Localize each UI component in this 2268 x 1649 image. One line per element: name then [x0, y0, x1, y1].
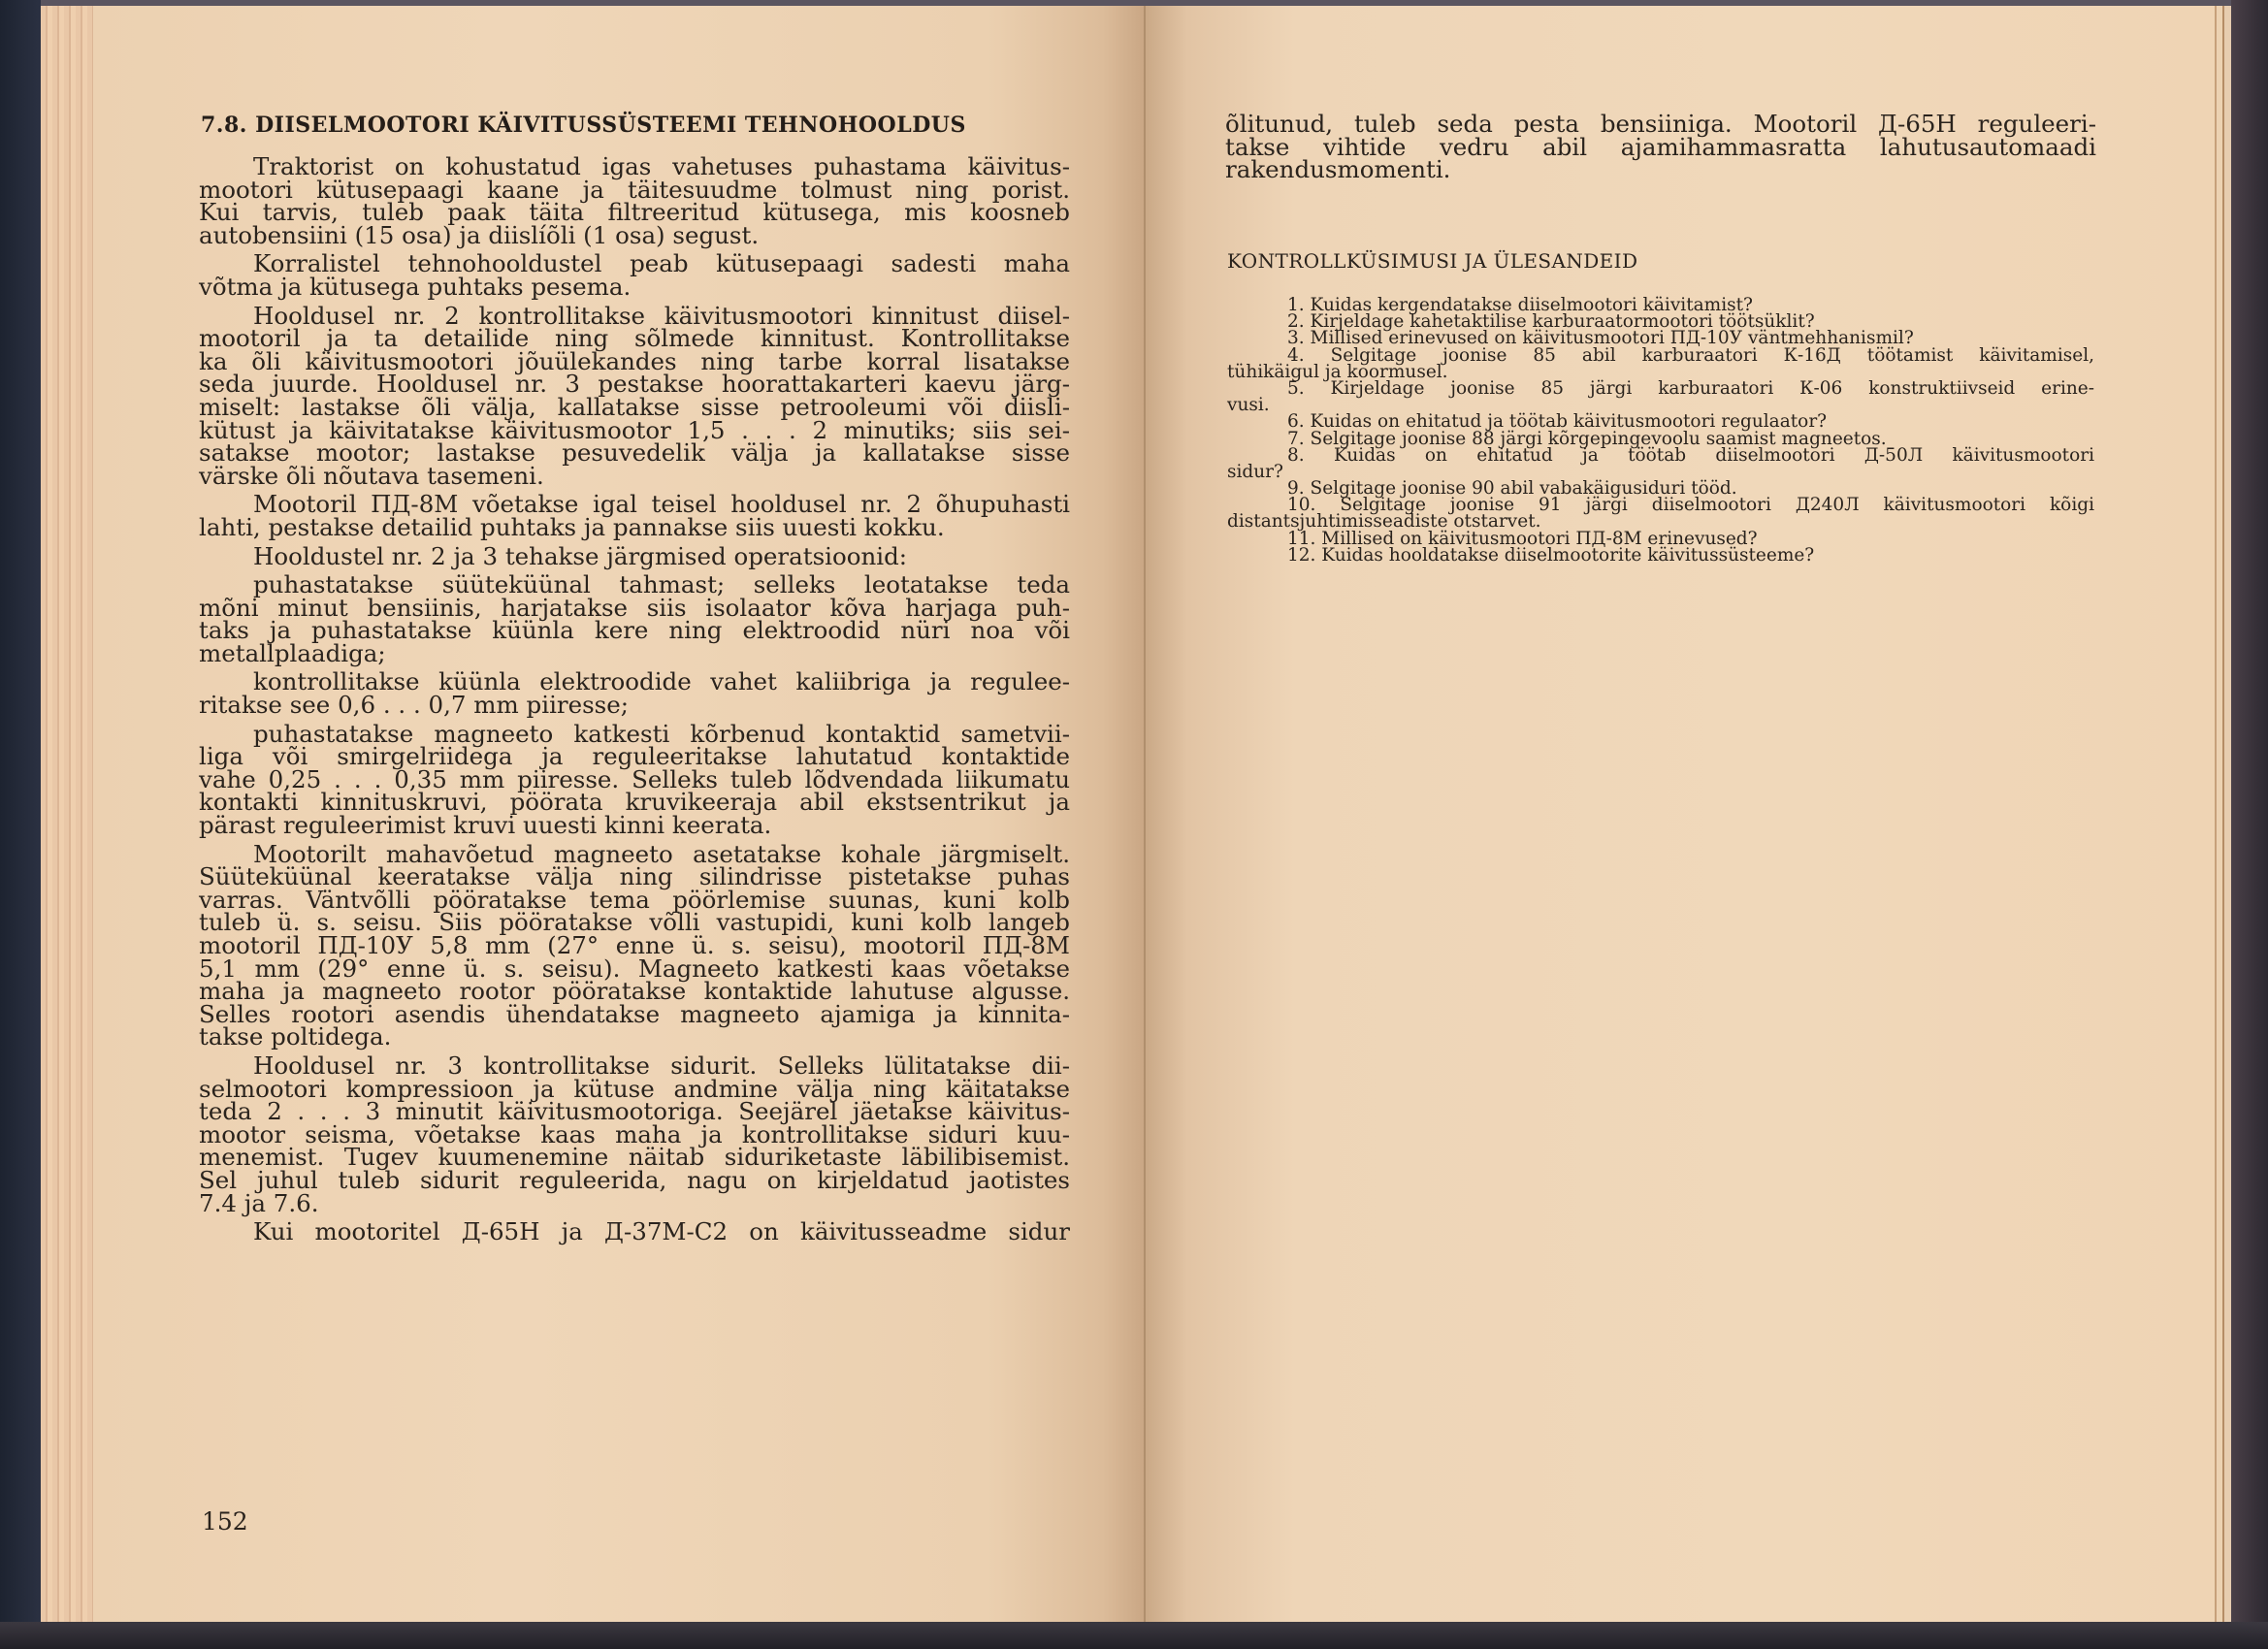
- question-line: distantsjuhtimisseadiste otstarvet.: [1227, 511, 1541, 533]
- text-line: Selles rootori asendis ühendatakse magneeto ajamiga ja kinnita-: [199, 999, 1070, 1028]
- text-line: tuleb ü. s. seisu. Siis pööratakse võlli vastupidi, kuni kolb langeb: [199, 908, 1070, 937]
- questions-section-title: KONTROLLKÜSIMUSI JA ÜLESANDEID: [1227, 249, 1638, 273]
- text-line: puhastatakse magneeto katkesti kõrbenud kontaktid sametvii-: [253, 719, 1070, 748]
- question-line: vusi.: [1227, 395, 1270, 416]
- text-line: värske õli nõutava tasemeni.: [199, 461, 544, 490]
- text-line: Traktorist on kohustatud igas vahetuses puhastama käivitus-: [253, 152, 1070, 180]
- text-line: rakendusmomenti.: [1225, 155, 1451, 184]
- text-line: ritakse see 0,6 . . . 0,7 mm piiresse;: [199, 691, 630, 720]
- text-line: taks ja puhastatakse küünla kere ning elektroodid nüri noa või: [199, 616, 1070, 645]
- book-cover-bottom: [0, 1622, 2268, 1649]
- text-line: 5,1 mm (29° enne ü. s. seisu). Magneeto katkesti kaas võetakse: [199, 954, 1070, 983]
- text-line: Kui tarvis, tuleb paak täita filtreeritud kütusega, mis koosneb: [199, 198, 1070, 227]
- text-line: ka õli käivitusmootori jõuülekandes ning tarbe korral lisatakse: [199, 346, 1070, 375]
- book-gutter: [1144, 6, 1146, 1622]
- text-line: puhastatakse süüteküünal tahmast; selleks leotatakse teda: [253, 570, 1070, 599]
- text-line: Kui mootoritel Д-65Н ja Д-37М-С2 on käivitusseadme sidur: [253, 1217, 1070, 1246]
- text-line: kütust ja käivitatakse käivitusmootor 1,5 . . . 2 minutiks; siis sei-: [199, 415, 1070, 444]
- text-line: satakse mootor; lastakse pesuvedelik välja ja kallatakse sisse: [199, 438, 1070, 468]
- text-line: vahe 0,25 . . . 0,35 mm piiresse. Selleks tuleb lõdvendada liikumatu: [199, 764, 1070, 793]
- text-line: Hooldusel nr. 3 kontrollitakse sidurit. Selleks lülitatakse dii-: [253, 1051, 1070, 1080]
- text-line: Mootorilt mahavõetud magneeto asetatakse kohale järgmiselt.: [253, 839, 1070, 868]
- text-line: Mootoril ПД-8М võetakse igal teisel hooldusel nr. 2 õhupuhasti: [253, 490, 1070, 519]
- questions-list: [1227, 297, 2094, 564]
- text-line: Hooldustel nr. 2 ja 3 tehakse järgmised operatsioonid:: [253, 541, 908, 570]
- right-page-body: [1225, 110, 2096, 184]
- text-line: mootor seisma, võetakse kaas maha ja kontrollitakse siduri kuu-: [199, 1119, 1070, 1148]
- page-number: 152: [202, 1507, 248, 1536]
- text-line: Süüteküünal keeratakse välja ning silindrisse pistetakse puhas: [199, 862, 1070, 891]
- text-line: takse vihtide vedru abil ajamihammasratta lahutusautomaadi: [1225, 132, 2096, 161]
- question-line: tühikäigul ja koormusel.: [1227, 361, 1448, 382]
- question-line: 9. Selgitage joonise 90 abil vabakäigusiduri tööd.: [1287, 478, 1737, 500]
- text-line: Korralistel tehnohooldustel peab kütusepaagi sadesti maha: [253, 249, 1070, 278]
- question-line: sidur?: [1227, 461, 1283, 482]
- text-line: mootoril ПД-10У 5,8 mm (27° enne ü. s. seisu), mootoril ПД-8М: [199, 931, 1070, 959]
- question-line: 2. Kirjeldage kahetaktilise karburaatormootori töötsüklit?: [1287, 311, 1815, 333]
- text-line: mootoril ja ta detailide ning sõlmede kinnitust. Kontrollitakse: [199, 324, 1070, 353]
- text-line: varras. Väntvõlli pööratakse tema pöörlemise suunas, kuni kolb: [199, 885, 1070, 914]
- question-line: 11. Millised on käivitusmootori ПД-8М erinevused?: [1287, 528, 1758, 549]
- question-line: 1. Kuidas kergendatakse diiselmootori käivitamist?: [1287, 295, 1753, 315]
- left-page-body: [199, 152, 1070, 1246]
- text-line: Sel juhul tuleb sidurit reguleerida, nagu on kirjeldatud jaotistes: [199, 1165, 1070, 1194]
- text-line: metallplaadiga;: [199, 638, 386, 667]
- question-line: 4. Selgitage joonise 85 abil karburaatori К-16Д töötamist käivitamisel,: [1287, 344, 2094, 366]
- book-cover-left: [0, 0, 41, 1649]
- text-line: maha ja magneeto rootor pööratakse kontaktide lahutuse algusse.: [199, 977, 1070, 1006]
- text-line: seda juurde. Hooldusel nr. 3 pestakse hoorattakarteri kaevu järg-: [199, 370, 1070, 399]
- page-edges-left: [41, 6, 93, 1622]
- text-line: Hooldusel nr. 2 kontrollitakse käivitusmootori kinnitust diisel-: [253, 301, 1070, 330]
- text-line: mõni minut bensiinis, harjatakse siis isolaator kõva harjaga puh-: [199, 593, 1070, 622]
- question-line: 10. Selgitage joonise 91 järgi diiselmootori Д240Л käivitusmootori kõigi: [1287, 495, 2094, 516]
- text-line: liga või smirgelriidega ja reguleeritakse lahutatud kontaktide: [199, 742, 1070, 771]
- text-line: takse poltidega.: [199, 1022, 392, 1051]
- text-line: kontrollitakse küünla elektroodide vahet kaliibriga ja regulee-: [253, 667, 1070, 696]
- page-edges-right: [2215, 6, 2231, 1622]
- section-heading: 7.8. DIISELMOOTORI KÄIVITUSSÜSTEEMI TEHNOHOOLDUS: [201, 113, 966, 138]
- question-line: 3. Millised erinevused on käivitusmootori ПД-10У väntmehhanismil?: [1287, 328, 1914, 349]
- question-line: 5. Kirjeldage joonise 85 järgi karburaatori К-06 konstruktiivseid erine-: [1287, 377, 2094, 399]
- text-line: selmootori kompressioon ja kütuse andmine välja ning käitatakse: [199, 1074, 1070, 1103]
- text-line: autobensiini (15 osa) ja diislíõli (1 osa) segust.: [199, 220, 760, 249]
- book-cover-right: [2231, 0, 2268, 1649]
- question-line: 12. Kuidas hooldatakse diiselmootorite käivitussüsteeme?: [1287, 544, 1815, 566]
- text-line: 7.4 ja 7.6.: [199, 1188, 319, 1217]
- text-line: kontakti kinnituskruvi, pöörata kruvikeeraja abil ekstsentrikut ja: [199, 788, 1070, 817]
- text-line: menemist. Tugev kuumenemine näitab siduriketaste läbilibisemist.: [199, 1143, 1070, 1172]
- right-page: [1145, 6, 2215, 1622]
- question-line: 6. Kuidas on ehitatud ja töötab käivitusmootori regulaator?: [1287, 411, 1828, 433]
- text-line: lahti, pestakse detailid puhtaks ja pannakse siis uuesti kokku.: [199, 512, 945, 541]
- text-line: mootori kütusepaagi kaane ja täitesuudme tolmust ning porist.: [199, 175, 1070, 204]
- text-line: pärast reguleerimist kruvi uuesti kinni keerata.: [199, 811, 772, 840]
- text-line: õlitunud, tuleb seda pesta bensiiniga. Mootoril Д-65Н reguleeri-: [1225, 110, 2096, 138]
- text-line: teda 2 . . . 3 minutit käivitusmootoriga. Seejärel jäetakse käivitus-: [199, 1097, 1070, 1126]
- question-line: 8. Kuidas on ehitatud ja töötab diiselmootori Д-50Л käivitusmootori: [1287, 444, 2094, 466]
- question-line: 7. Selgitage joonise 88 järgi kõrgepingevoolu saamist magneetos.: [1287, 428, 1887, 449]
- text-line: miselt: lastakse õli välja, kallatakse sisse petrooleumi või diisli-: [199, 392, 1070, 421]
- text-line: võtma ja kütusega puhtaks pesema.: [199, 272, 632, 301]
